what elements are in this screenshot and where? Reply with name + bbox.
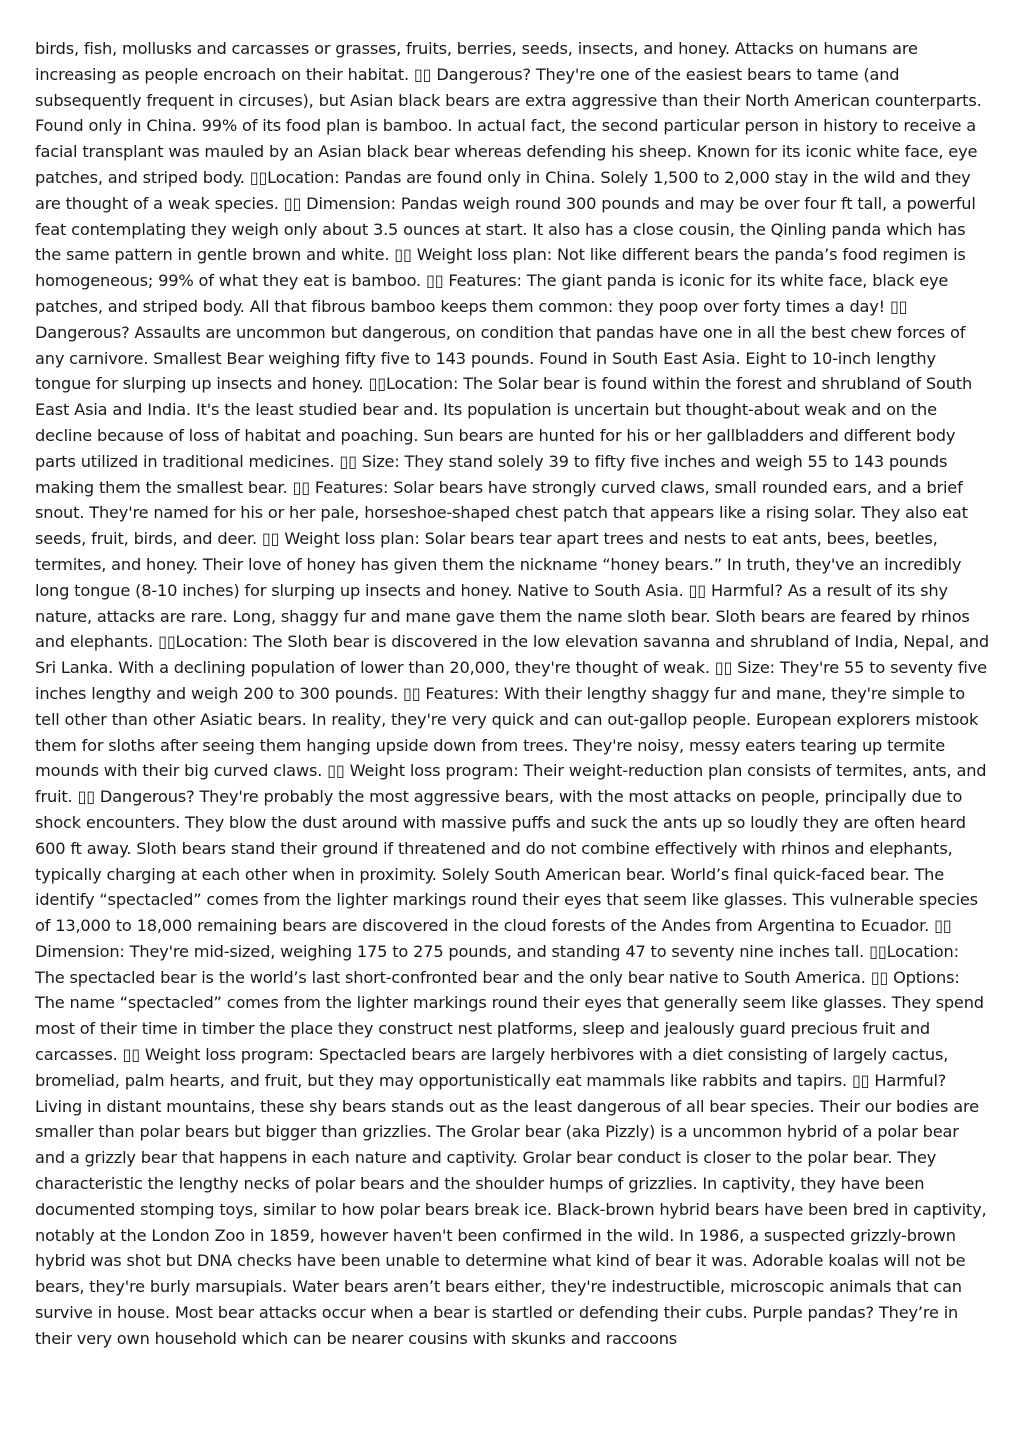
document-page (35, 36, 989, 1436)
body-paragraph: birds, fish, mollusks and carcasses or grasses, fruits, berries, seeds, insects, and honey. Attacks on humans are increasing as people encroach on their habitat. ▯▯ Dangerous? They're one of the easiest bears to tame (and subsequently frequent in circuses), but Asian black bears are extra aggressive than their North American counterparts. Found only in China. 99% of its food plan is bamboo. In actual fact, the second particular person in history to receive a facial transplant was mauled by an Asian black bear whereas defending his sheep. Known for its iconic white face, eye patches, and striped body. ▯▯Location: Pandas are found only in China. Solely 1,500 to 2,000 stay in the wild and they are thought of a weak species. ▯▯ Dimension: Pandas weigh round 300 pounds and may be over four ft tall, a powerful feat contemplating they weigh only about 3.5 ounces at start. It also has a close cousin, the Qinling panda which has the same pattern in gentle brown and white. ▯▯ Weight loss plan: Not like different bears the panda’s food regimen is homogeneous; 99% of what they eat is bamboo. ▯▯ Features: The giant panda is iconic for its white face, black eye patches, and striped body. All that fibrous bamboo keeps them common: they poop over forty times a day! ▯▯ Dangerous? Assaults are uncommon but dangerous, on condition that pandas have one in all the best chew forces of any carnivore. Smallest Bear weighing fifty five to 143 pounds. Found in South East Asia. Eight to 10-inch lengthy tongue for slurping up insects and honey. ▯▯Location: The Solar bear is found within the forest and shrubland of South East Asia and India. It's the least studied bear and. Its population is uncertain but thought-about weak and on the decline because of loss of habitat and poaching. Sun bears are hunted for his or her gallbladders and different body parts utilized in traditional medicines. ▯▯ Size: They stand solely 39 to fifty five inches and weigh 55 to 143 pounds making them the smallest bear. ▯▯ Features: Solar bears have strongly curved claws, small rounded ears, and a brief snout. They're named for his or her pale, horseshoe-shaped chest patch that appears like a rising solar. They also eat seeds, fruit, birds, and deer. ▯▯ Weight loss plan: Solar bears tear apart trees and nests to eat ants, bees, beetles, termites, and honey. Their love of honey has given them the nickname “honey bears.” In truth, they've an incredibly long tongue (8-10 inches) for slurping up insects and honey. Native to South Asia. ▯▯ Harmful? As a result of its shy nature, attacks are rare. Long, shaggy fur and mane gave them the name sloth bear. Sloth bears are feared by rhinos and elephants. ▯▯Location: The Sloth bear is discovered in the low elevation savanna and shrubland of India, Nepal, and Sri Lanka. With a declining population of lower than 20,000, they're thought of weak. ▯▯ Size: They're 55 to seventy five inches lengthy and weigh 200 to 300 pounds. ▯▯ Features: With their lengthy shaggy fur and mane, they're simple to tell other than other Asiatic bears. In reality, they're very quick and can out-gallop people. European explorers mistook them for sloths after seeing them hanging upside down from trees. They're noisy, messy eaters tearing up termite mounds with their big curved claws. ▯▯ Weight loss program: Their weight-reduction plan consists of termites, ants, and fruit. ▯▯ Dangerous? They're probably the most aggressive bears, with the most attacks on people, principally due to shock encounters. They blow the dust around with massive puffs and suck the ants up so loudly they are often heard 600 ft away. Sloth bears stand their ground if threatened and do not combine effectively with rhinos and elephants, typically charging at each other when in proximity. Solely South American bear. World’s final quick-faced bear. The identify “spectacled” comes from the lighter markings round their eyes that seem like glasses. This vulnerable species of 13,000 to 18,000 remaining bears are discovered in the cloud forests of the Andes from Argentina to Ecuador. ▯▯ Dimension: They're mid-sized, weighing 175 to 275 pounds, and standing 47 to seventy nine inches tall. ▯▯Location: The spectacled bear is the world’s last short-confronted bear and the only bear native to South America. ▯▯ Options: The name “spectacled” comes from the lighter markings round their eyes that generally seem like glasses. They spend most of their time in timber the place they construct nest platforms, sleep and jealously guard precious fruit and carcasses. ▯▯ Weight loss program: Spectacled bears are largely herbivores with a diet consisting of largely cactus, bromeliad, palm hearts, and fruit, but they may opportunistically eat mammals like rabbits and tapirs. ▯▯ Harmful? Living in distant mountains, these shy bears stands out as the least dangerous of all bear species. Their our bodies are smaller than polar bears but bigger than grizzlies. The Grolar bear (aka Pizzly) is a uncommon hybrid of a polar bear and a grizzly bear that happens in each nature and captivity. Grolar bear conduct is closer to the polar bear. They characteristic the lengthy necks of polar bears and the shoulder humps of grizzlies. In captivity, they have been documented stomping toys, similar to how polar bears break ice. Black-brown hybrid bears have been bred in captivity, notably at the London Zoo in 1859, however haven't been confirmed in the wild. In 1986, a suspected grizzly-brown hybrid was shot but DNA checks have been unable to determine what kind of bear it was. Adorable koalas will not be bears, they're burly marsupials. Water bears aren’t bears either, they're indestructible, microscopic animals that can survive in house. Most bear attacks occur when a bear is startled or defending their cubs. Purple pandas? They’re in their very own household which can be nearer cousins with skunks and raccoons (35, 39, 989, 1348)
